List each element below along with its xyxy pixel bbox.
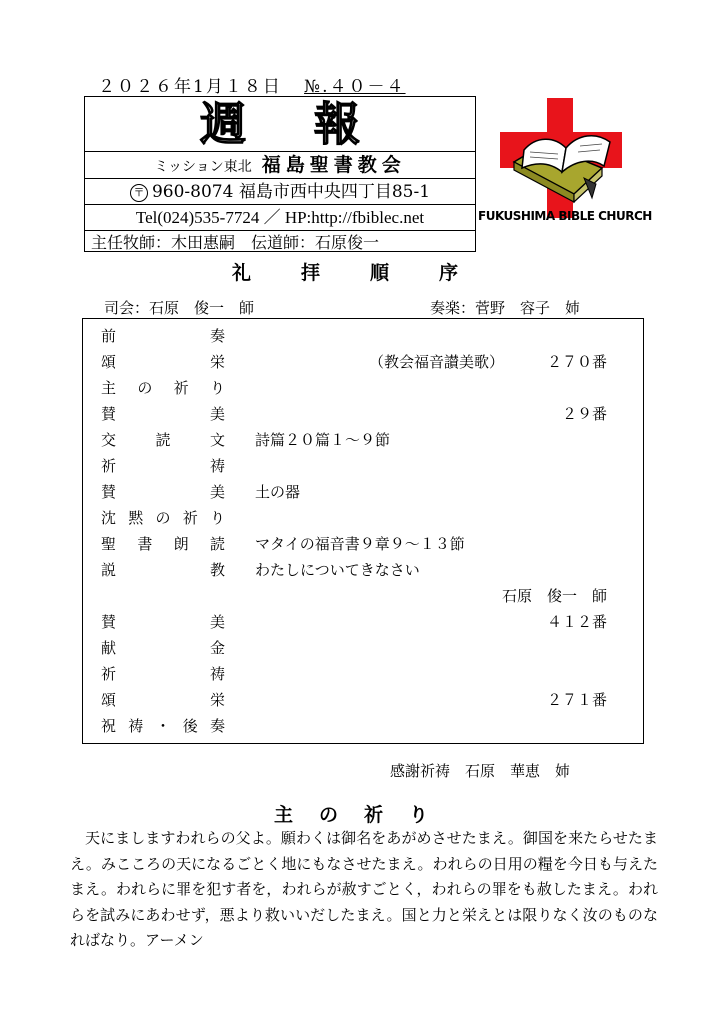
pastors-row bbox=[85, 230, 475, 253]
church-name-row bbox=[85, 151, 475, 178]
issue-number: №.４０－４ bbox=[304, 77, 406, 97]
bulletin-title: 週報 bbox=[200, 97, 428, 151]
order-label: 交 読 文 bbox=[101, 431, 225, 449]
order-hymn-number: ４１２番 bbox=[546, 613, 607, 631]
order-note: （教会福音讃美歌） bbox=[369, 353, 505, 371]
contact-row bbox=[85, 204, 475, 230]
order-label: 主 の 祈 り bbox=[101, 379, 225, 397]
order-label: 祈 祷 bbox=[101, 665, 225, 683]
order-label: 前 奏 bbox=[101, 327, 225, 345]
order-row bbox=[83, 479, 643, 505]
order-row bbox=[83, 583, 643, 609]
order-label: 賛 美 bbox=[101, 613, 225, 631]
order-label: 祈 祷 bbox=[101, 457, 225, 475]
presider: 司会：石原 俊一 師 bbox=[104, 299, 255, 317]
church-logo bbox=[500, 98, 630, 218]
order-label: 説 教 bbox=[101, 561, 225, 579]
order-row bbox=[83, 661, 643, 687]
order-of-service bbox=[82, 318, 644, 744]
worship-order-title: 礼拝順序 bbox=[232, 262, 509, 284]
order-label: 賛 美 bbox=[101, 483, 225, 501]
order-row bbox=[83, 375, 643, 401]
order-row bbox=[83, 323, 643, 349]
order-hymn-number: 石原 俊一 師 bbox=[501, 587, 607, 605]
order-row bbox=[83, 427, 643, 453]
order-row bbox=[83, 557, 643, 583]
order-row bbox=[83, 687, 643, 713]
contact-info: Tel(024)535-7724 ／ HP:http://fbiblec.net bbox=[135, 208, 425, 227]
issue-date: ２０２６年1月１８日 bbox=[98, 77, 282, 97]
order-row bbox=[83, 635, 643, 661]
lords-prayer-text: 天にましますわれらの父よ。願わくは御名をあがめさせたまえ。御国を来たらせたまえ。みこころの天になるごとく地にもなさせたまえ。われらの日用の糧を今日も与えたまえ。われらに罪を犯す者を，われらが赦すごとく，われらの罪をも赦したまえ。われらを試みにあわせず，悪より救いいだしたまえ。国と力と栄えとは限りなく汝のものなればなり。アーメン bbox=[70, 829, 658, 949]
order-label: 献 金 bbox=[101, 639, 225, 657]
order-label: 聖 書 朗 読 bbox=[101, 535, 225, 553]
order-detail: 詩篇２０篇１～９節 bbox=[255, 431, 391, 449]
order-detail: 土の器 bbox=[255, 483, 301, 501]
address: 960-8074 福島市西中央四丁目85-1 bbox=[151, 182, 431, 202]
order-row bbox=[83, 453, 643, 479]
order-detail: マタイの福音書９章９～１３節 bbox=[255, 535, 465, 553]
order-label: 沈 黙 の 祈 り bbox=[101, 509, 225, 527]
church-logo-text: FUKUSHIMA BIBLE CHURCH bbox=[478, 209, 652, 223]
order-hymn-number: ２７１番 bbox=[546, 691, 607, 709]
mission-name: ミッション東北 bbox=[154, 159, 252, 175]
thanksgiving-prayer: 感謝祈祷 石原 華恵 姉 bbox=[390, 762, 571, 780]
postal-mark-icon: 〒 bbox=[130, 184, 148, 202]
order-hymn-number: ２７０番 bbox=[546, 353, 607, 371]
order-label: 祝 祷 ・ 後 奏 bbox=[101, 717, 225, 735]
order-row bbox=[83, 401, 643, 427]
order-label: 頌 栄 bbox=[101, 691, 225, 709]
order-row bbox=[83, 609, 643, 635]
address-row bbox=[85, 178, 475, 204]
order-hymn-number: ２９番 bbox=[561, 405, 607, 423]
musician: 奏楽：菅野 容子 姉 bbox=[430, 299, 581, 317]
order-row bbox=[83, 349, 643, 375]
order-label: 賛 美 bbox=[101, 405, 225, 423]
header-box bbox=[84, 96, 476, 252]
order-label: 頌 栄 bbox=[101, 353, 225, 371]
order-detail: わたしについてきなさい bbox=[255, 561, 420, 579]
issue-date-line bbox=[98, 72, 406, 97]
lords-prayer-title: 主の祈り bbox=[274, 804, 455, 826]
cross-bible-icon bbox=[500, 98, 630, 218]
order-row bbox=[83, 531, 643, 557]
pastors: 主任牧師：木田惠嗣 伝道師：石原俊一 bbox=[91, 233, 380, 252]
order-row bbox=[83, 505, 643, 531]
church-name: 福島聖書教会 bbox=[261, 154, 406, 176]
order-row bbox=[83, 713, 643, 739]
